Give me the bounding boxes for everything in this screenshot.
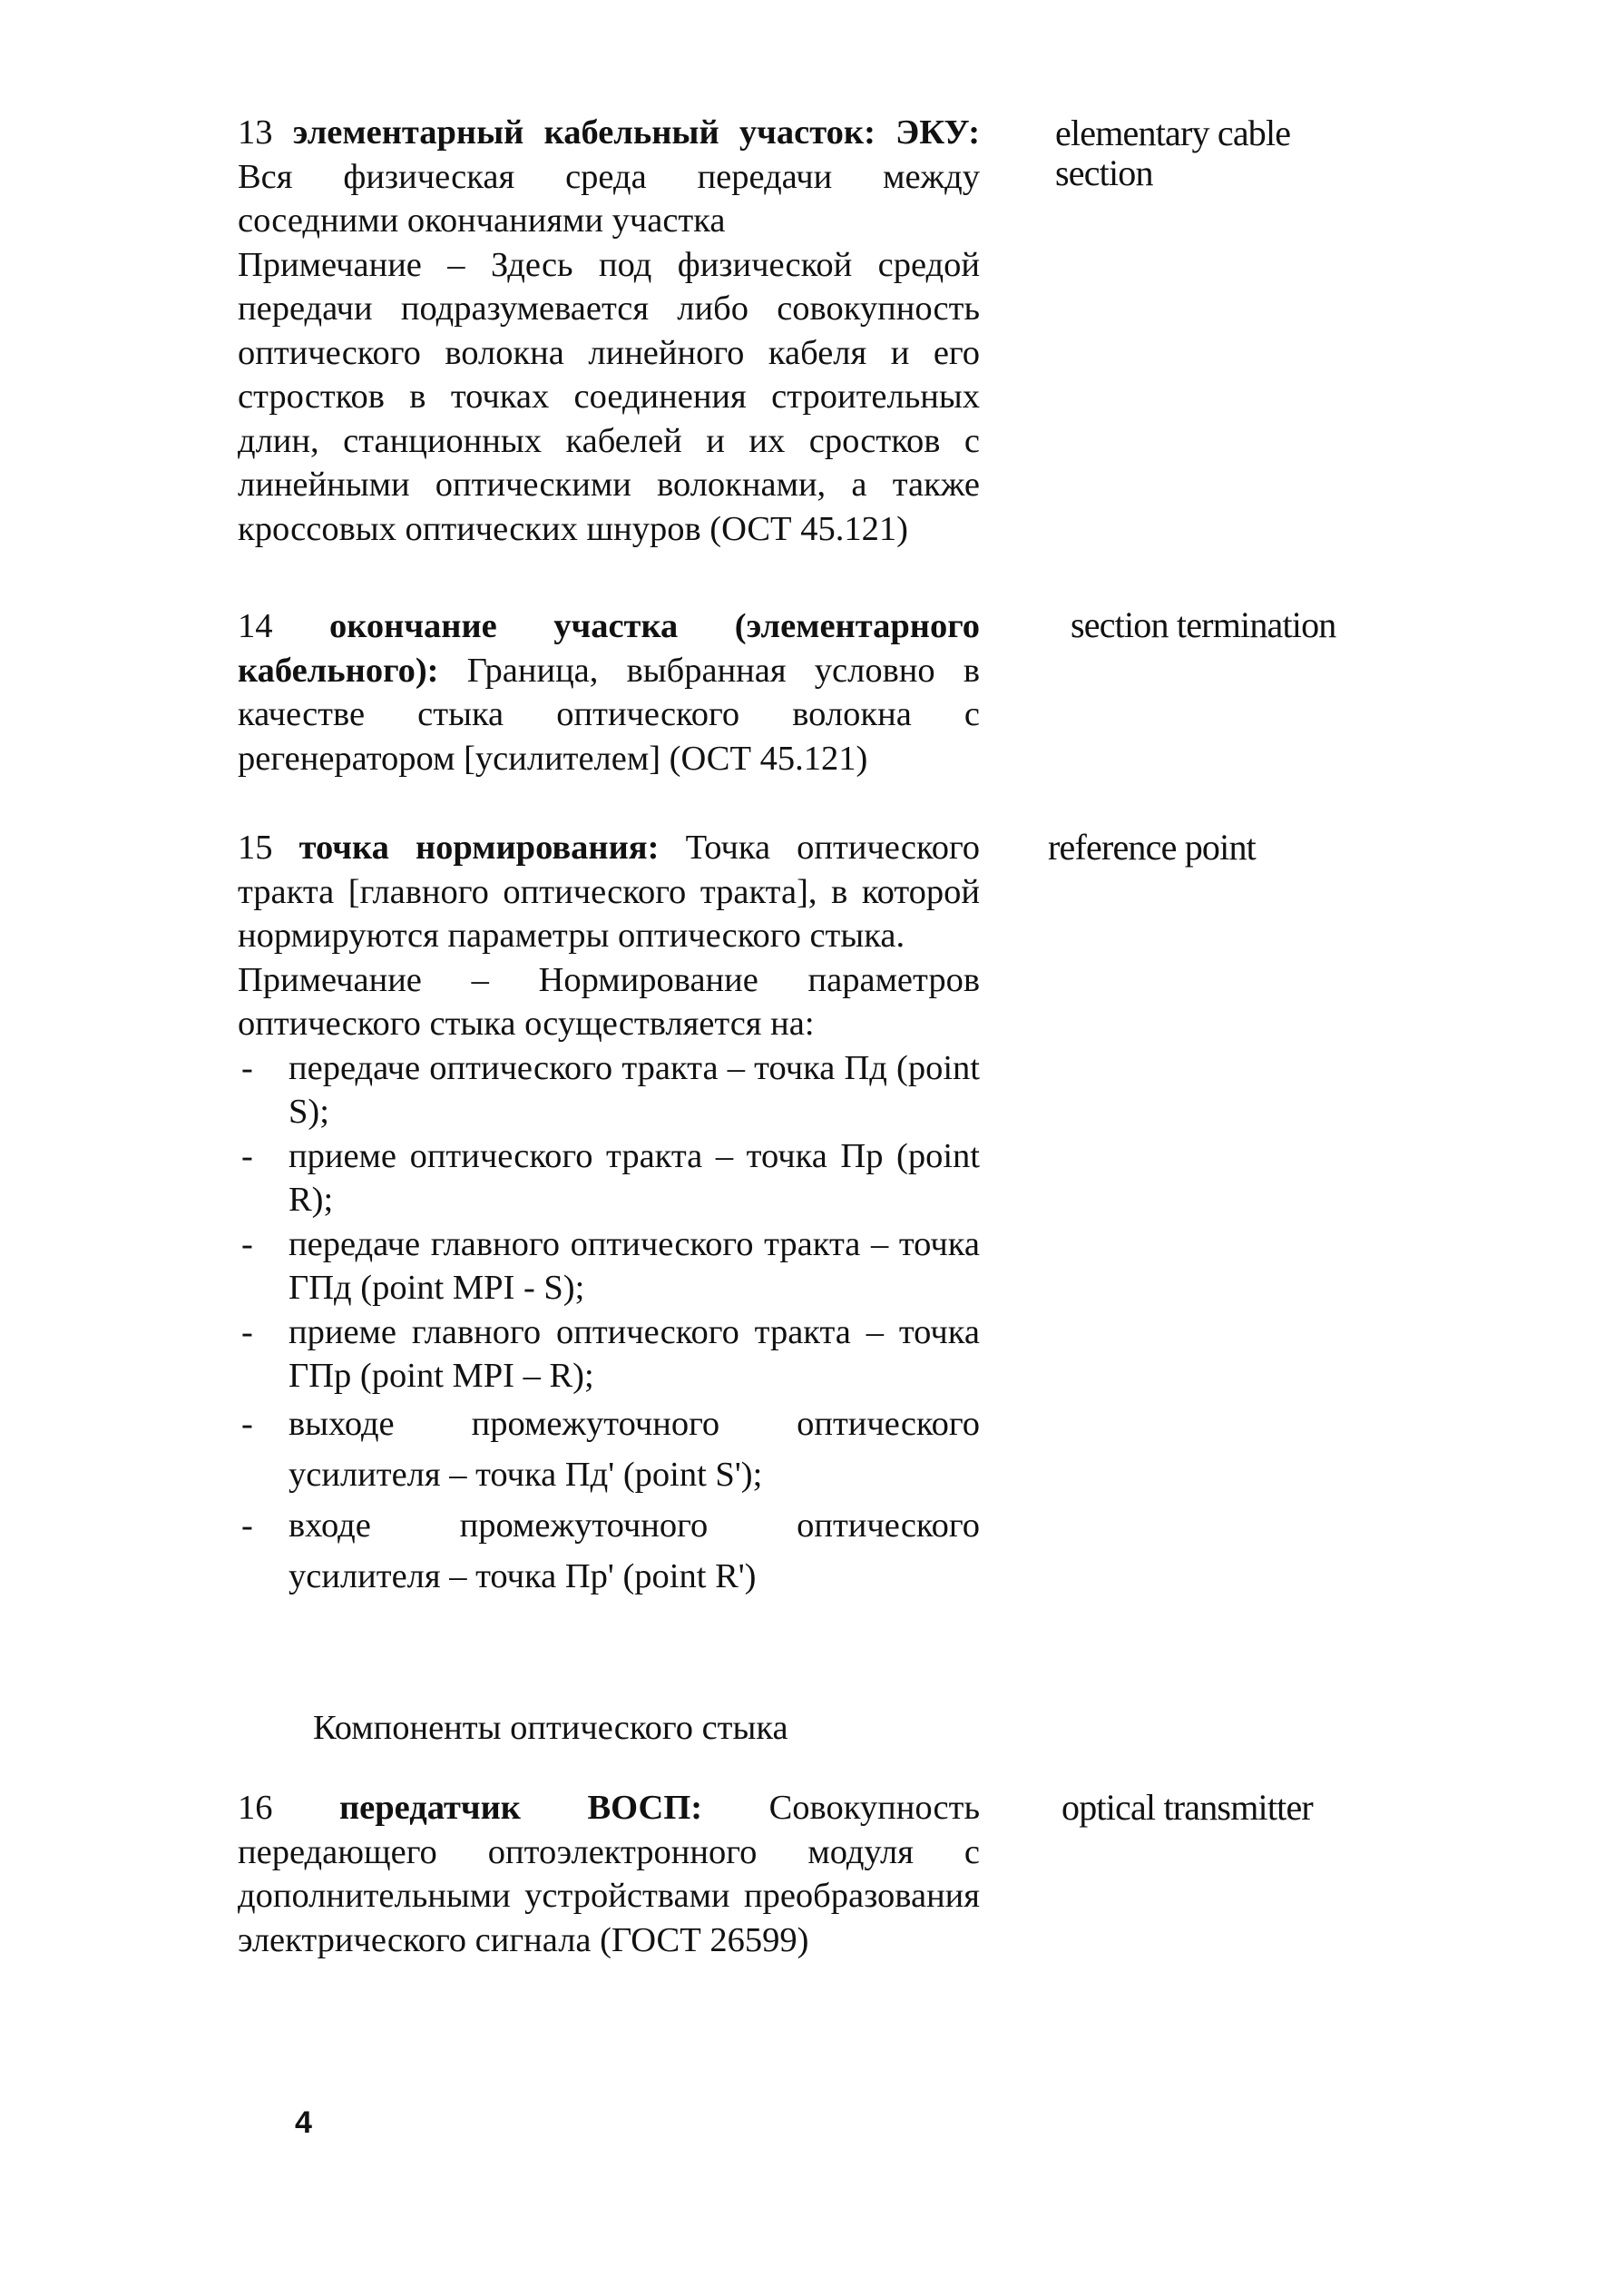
term-number: 14	[238, 607, 273, 645]
section-title: Компоненты оптического стыка	[313, 1709, 788, 1747]
term-entry-13	[238, 111, 980, 551]
list-item: - входе промежуточного оптического усилителя – точка Пр' (point R')	[238, 1500, 980, 1602]
term-definition: Точка оптического тракта [главного оптического тракта], в которой нормируются параметры оптического стыка.	[238, 829, 981, 955]
term-heading: элементарный кабельный участок: ЭКУ:	[292, 113, 981, 152]
term-note: Примечание – Нормирование параметров оптического стыка осуществляется на:	[238, 960, 980, 1043]
term-note: Примечание – Здесь под физической средой передачи подразумевается либо совокупность оптического волокна линейного кабеля и его стростков в точках соединения строительных длин, станционных кабелей и их сростков с линейными оптическими волокнами, а также кроссовых оптических шнуров (ОСТ 45.121)	[238, 245, 980, 548]
list-item: - выходе промежуточного оптического усилителя – точка Пд' (point S');	[238, 1398, 980, 1500]
english-equivalent-14: section termination	[1071, 604, 1336, 645]
term-entry-15	[238, 826, 980, 1602]
reference-point-list	[238, 1046, 980, 1602]
term-heading: точка нормирования:	[298, 829, 660, 867]
term-number: 16	[238, 1789, 273, 1827]
term-number: 15	[238, 829, 273, 867]
list-item: - передаче главного оптического тракта – точка ГПд (point MPI - S);	[238, 1222, 980, 1310]
list-item: - передаче оптического тракта – точка Пд (point S);	[238, 1046, 980, 1134]
english-equivalent-16: optical transmitter	[1061, 1787, 1313, 1828]
term-definition: Граница, выбранная условно в качестве стыка оптического волокна с регенератором [усилителем] (ОСТ 45.121)	[238, 651, 980, 778]
term-heading: окончание участка (элементарного кабельного):	[238, 607, 980, 690]
term-heading: передатчик ВОСП:	[338, 1789, 703, 1827]
page-number: 4	[295, 2105, 312, 2140]
term-entry-16	[238, 1786, 980, 1962]
term-definition: Вся физическая среда передачи между соседними окончаниями участка	[238, 157, 980, 240]
english-equivalent-13: elementary cable section	[1055, 113, 1291, 193]
list-item: - приеме оптического тракта – точка Пр (point R);	[238, 1134, 980, 1222]
term-definition: Совокупность передающего оптоэлектронного модуля с дополнительными устройствами преобразования электрического сигнала (ГОСТ 26599)	[238, 1789, 981, 1959]
term-entry-14	[238, 604, 980, 780]
list-item: - приеме главного оптического тракта – точка ГПр (point MPI – R);	[238, 1310, 980, 1398]
english-equivalent-15: reference point	[1048, 827, 1256, 868]
term-number: 13	[238, 113, 273, 152]
